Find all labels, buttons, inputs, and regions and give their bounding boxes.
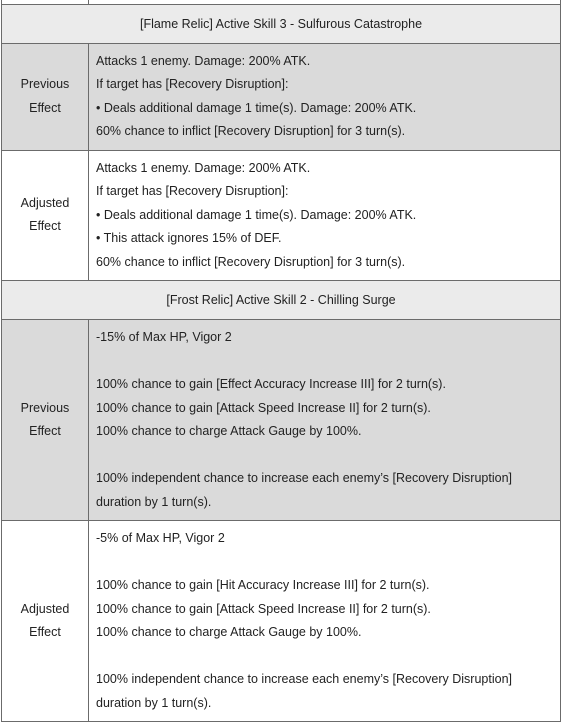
effect-line: 100% chance to gain [Hit Accuracy Increase III] for 2 turn(s). (96, 578, 430, 592)
blank-line (96, 551, 554, 575)
skill-adjustment-table (1, 0, 561, 722)
previous-effect-row (2, 43, 561, 150)
row-label-line: Effect (29, 424, 61, 438)
row-label-line: Effect (29, 100, 61, 115)
section-header-row (2, 4, 561, 43)
row-label-line: Adjusted (20, 195, 70, 210)
effect-text (89, 320, 561, 521)
row-label-line: Adjusted (20, 601, 70, 616)
section-header-row (2, 281, 561, 320)
effect-line: • Deals additional damage 1 time(s). Damage: 200% ATK. (96, 207, 417, 222)
effect-line: 60% chance to inflict [Recovery Disruption] for 3 turn(s). (96, 254, 406, 269)
previous-effect-row (2, 320, 561, 521)
row-label-line: Previous (20, 400, 70, 415)
effect-line: 100% independent chance to increase each enemy’s [Recovery Disruption] (96, 672, 512, 686)
row-label-line: Effect (29, 219, 61, 234)
section-title: [Flame Relic] Active Skill 3 - Sulfurous Catastrophe (2, 4, 561, 43)
section-title: [Frost Relic] Active Skill 2 - Chilling Surge (2, 281, 561, 320)
effect-line: duration by 1 turn(s). (96, 695, 212, 710)
effect-text (89, 43, 561, 150)
row-label-line: Previous (20, 77, 70, 91)
effect-line: -15% of Max HP, Vigor 2 (96, 330, 232, 344)
effect-line: Attacks 1 enemy. Damage: 200% ATK. (96, 53, 311, 68)
effect-line: Attacks 1 enemy. Damage: 200% ATK. (96, 160, 311, 175)
effect-text (89, 150, 561, 281)
adjusted-effect-row (2, 521, 561, 722)
effect-line: duration by 1 turn(s). (96, 494, 212, 509)
blank-line (96, 444, 554, 468)
effect-line: 100% chance to gain [Attack Speed Increase II] for 2 turn(s). (96, 400, 431, 415)
row-label (2, 320, 89, 521)
effect-line: 60% chance to inflict [Recovery Disruption] for 3 turn(s). (96, 124, 406, 138)
blank-line (96, 645, 554, 669)
row-label (2, 43, 89, 150)
effect-line: 100% chance to gain [Attack Speed Increase II] for 2 turn(s). (96, 601, 431, 616)
row-label (2, 150, 89, 281)
effect-line: 100% chance to charge Attack Gauge by 100%. (96, 625, 362, 639)
effect-line: -5% of Max HP, Vigor 2 (96, 531, 225, 545)
blank-line (96, 350, 554, 374)
adjusted-effect-row (2, 150, 561, 281)
effect-line: • Deals additional damage 1 time(s). Damage: 200% ATK. (96, 100, 417, 115)
effect-line: If target has [Recovery Disruption]: (96, 77, 289, 91)
effect-line: • This attack ignores 15% of DEF. (96, 231, 282, 245)
effect-line: 100% chance to gain [Effect Accuracy Increase III] for 2 turn(s). (96, 377, 446, 391)
row-label-line: Effect (29, 625, 61, 639)
effect-line: If target has [Recovery Disruption]: (96, 184, 289, 198)
effect-text (89, 521, 561, 722)
row-label (2, 521, 89, 722)
effect-line: 100% independent chance to increase each enemy’s [Recovery Disruption] (96, 471, 512, 485)
effect-line: 100% chance to charge Attack Gauge by 100%. (96, 424, 362, 438)
